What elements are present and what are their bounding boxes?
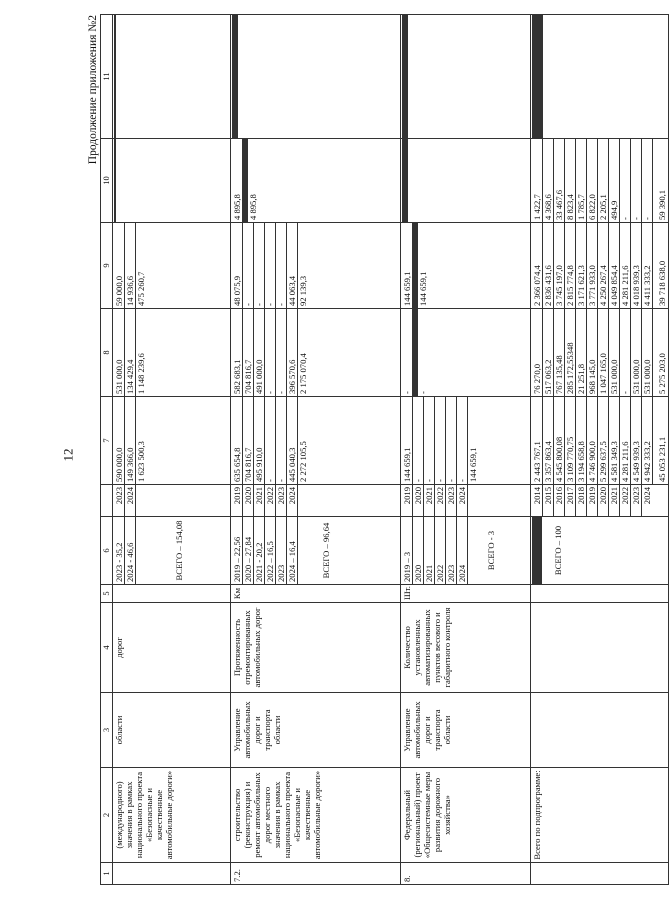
cell-executor: Управление автомобильных дорог и транспорта области	[401, 693, 531, 768]
cell-name: Федеральный (региональный) проект «Общесистемные меры развития дорожного хозяйства»	[401, 768, 531, 863]
cell-other-line	[115, 15, 116, 138]
cell-target-line: 2020 – 27,84	[242, 517, 253, 584]
cell-regional-line: 531 000,0	[114, 359, 124, 394]
cell-target-line: 2021	[423, 517, 434, 584]
cell-num	[531, 863, 669, 885]
cell-local-line	[407, 139, 408, 222]
column-number: 3	[101, 693, 113, 768]
cell-regional-line: 1 047 165,0	[597, 309, 608, 396]
rotated-table-page	[86, 15, 667, 885]
cell-years-line	[467, 485, 468, 516]
cell-num: 7.2.	[231, 863, 401, 885]
column-number: 2	[101, 768, 113, 863]
cell-years-line	[135, 485, 136, 516]
cell-other-line	[542, 15, 547, 138]
cell-local	[113, 139, 231, 223]
cell-other	[231, 15, 401, 139]
cell-regional-line: -	[417, 309, 428, 396]
cell-target-line: ВСЕГО - 3	[467, 517, 514, 584]
cell-years-line: 2021	[253, 485, 264, 516]
cell-regional-line: 76 270,0	[532, 363, 542, 394]
cell-target-line: 2024 - 46,6	[124, 517, 135, 584]
cell-regional-line: -	[402, 391, 412, 394]
cell-federal-line: 475 260,7	[135, 223, 146, 308]
cell-federal-line: 59 000,0	[114, 275, 124, 306]
cell-regional-line: -	[275, 309, 286, 396]
cell-target-line: ВСЕГО – 100	[541, 517, 574, 584]
cell-target-line: 2020	[412, 517, 423, 584]
cell-years-line: 2022	[434, 485, 445, 516]
cell-federal-line: 39 718 638,0	[652, 223, 667, 308]
cell-regional-line: 531 000,0	[630, 309, 641, 396]
cell-total	[401, 397, 531, 485]
cell-unit: Шт.	[401, 585, 531, 603]
cell-years-line: 2024	[456, 485, 467, 516]
cell-total	[531, 397, 669, 485]
cell-num: 8.	[401, 863, 531, 885]
cell-local-line: 494,9	[608, 139, 619, 222]
cell-other-line	[407, 15, 408, 138]
cell-local-line: 4 368,6	[542, 139, 553, 222]
column-number: 11	[101, 15, 113, 139]
cell-federal-line: 4 281 211,6	[619, 223, 630, 308]
cell-local-line: -	[641, 139, 652, 222]
cell-federal-line: 2 815 774,8	[564, 223, 575, 308]
cell-target-line: 2023	[275, 517, 286, 584]
cell-target	[113, 517, 231, 585]
cell-regional	[231, 309, 401, 397]
cell-total-line: 4 549 939,3	[630, 397, 641, 484]
cell-regional-line: 285 172,55348	[564, 309, 575, 396]
cell-regional-line: 2 175 070,4	[297, 309, 308, 396]
cell-total-line: 45 053 231,1	[652, 397, 667, 484]
cell-total-line: 2 443 767,1	[532, 441, 542, 482]
cell-regional-line: 531 000,0	[641, 309, 652, 396]
cell-total-line: -	[423, 397, 434, 484]
cell-regional-line: -	[619, 309, 630, 396]
cell-years-line: 2020	[242, 485, 253, 516]
cell-target-line: ВСЕГО – 154,08	[135, 517, 222, 584]
cell-indicator: дорог	[113, 603, 231, 693]
cell-years-line: 2024	[641, 485, 652, 516]
cell-target-line: 2022 – 16,5	[264, 517, 275, 584]
cell-total-line: 144 659,1	[402, 447, 412, 482]
cell-total-line: 2 272 105,5	[297, 397, 308, 484]
cell-local-line	[115, 139, 116, 222]
cell-federal	[531, 223, 669, 309]
cell-total-line: 635 654,8	[232, 447, 242, 482]
cell-executor: Управление автомобильных дорог и транспорта области	[231, 693, 401, 768]
cell-total-line: 4 746 900,0	[586, 397, 597, 484]
cell-years-line: 2019	[232, 487, 242, 505]
cell-federal-line: 144 659,1	[417, 223, 428, 308]
cell-regional	[531, 309, 669, 397]
cell-regional	[401, 309, 531, 397]
column-number: 4	[101, 603, 113, 693]
column-number: 10	[101, 139, 113, 223]
cell-years-line	[297, 485, 298, 516]
column-number: 9	[101, 223, 113, 309]
column-number	[101, 485, 113, 517]
cell-total-line: -	[434, 397, 445, 484]
cell-total-line: 704 816,7	[242, 397, 253, 484]
cell-total	[113, 397, 231, 485]
cell-years	[113, 485, 231, 517]
cell-years-line: 2021	[608, 485, 619, 516]
cell-indicator: Протяженность отремонтированных автомобильных дорог	[231, 603, 401, 693]
cell-local-line: 4 895,8	[232, 194, 242, 220]
cell-federal-line: 4 411 333,2	[641, 223, 652, 308]
cell-years-line: 2021	[423, 485, 434, 516]
table-row	[401, 15, 531, 885]
cell-years	[401, 485, 531, 517]
cell-total-line: 3 194 658,8	[575, 397, 586, 484]
cell-local-line: 59 390,1	[652, 139, 667, 222]
cell-total-line: 4 942 333,2	[641, 397, 652, 484]
cell-total-line: 5 299 637,5	[597, 397, 608, 484]
cell-years-line: 2024	[124, 485, 135, 516]
cell-total-line: -	[264, 397, 275, 484]
cell-regional	[113, 309, 231, 397]
cell-years-line: 2017	[564, 485, 575, 516]
cell-regional-line: 531 000,0	[608, 309, 619, 396]
cell-unit: Км	[231, 585, 401, 603]
cell-indicator	[531, 603, 669, 693]
cell-local	[401, 139, 531, 223]
cell-local	[531, 139, 669, 223]
cell-federal-line: 4 018 939,3	[630, 223, 641, 308]
cell-target	[231, 517, 401, 585]
cell-federal-line: 2 366 074,4	[532, 265, 542, 306]
cell-federal-line: 2 836 431,6	[542, 223, 553, 308]
cell-regional-line: 21 251,8	[575, 309, 586, 396]
cell-years-line: 2019	[586, 485, 597, 516]
cell-total-line: 149 366,0	[124, 397, 135, 484]
cell-other	[401, 15, 531, 139]
table-row	[231, 15, 401, 885]
table-row	[531, 15, 669, 885]
cell-target-line: 2019 – 3	[402, 551, 412, 582]
cell-total-line: -	[275, 397, 286, 484]
cell-total-line: 590 000,0	[114, 447, 124, 482]
cell-federal-line: 44 063,4	[286, 223, 297, 308]
column-number: 1	[101, 863, 113, 885]
cell-name: строительство (реконструкция) и ремонт автомобильных дорог местного значения в рамках национального проекта «Безопасные и качественные автомобильные дороги»	[231, 768, 401, 863]
cell-local-line: 4 895,8	[247, 139, 258, 222]
cell-federal-line: 3 171 621,3	[575, 223, 586, 308]
cell-federal-line: -	[275, 223, 286, 308]
table-row	[113, 15, 231, 885]
cell-total-line: 4 581 349,3	[608, 397, 619, 484]
cell-regional-line: 517 063,2	[542, 309, 553, 396]
page-number: 12	[60, 448, 76, 462]
cell-regional-line: 582 683,1	[232, 359, 242, 394]
cell-federal	[401, 223, 531, 309]
cell-local-line: 8 823,4	[564, 139, 575, 222]
program-table	[100, 14, 669, 885]
cell-years-line: 2019	[402, 487, 412, 505]
column-number-row	[101, 15, 113, 885]
cell-local-line: -	[630, 139, 641, 222]
cell-years-line: 2020	[412, 485, 423, 516]
cell-federal-line: 4 250 267,4	[597, 223, 608, 308]
cell-target	[401, 517, 531, 585]
cell-total-line: -	[445, 397, 456, 484]
cell-federal-line: 14 936,6	[124, 223, 135, 308]
cell-years-line: 2014	[532, 487, 542, 505]
cell-name: (международного) значения в рамках национального проекта «Безопасные и качественные автомобильные дороги»	[113, 768, 231, 863]
cell-total-line: -	[456, 397, 467, 484]
column-number: 5	[101, 585, 113, 603]
cell-years-line: 2023	[445, 485, 456, 516]
cell-total-line: 445 040,3	[286, 397, 297, 484]
cell-regional-line: 1 148 239,6	[135, 309, 146, 396]
cell-regional-line: 767 135,48	[553, 309, 564, 396]
cell-federal-line: 4 049 854,4	[608, 223, 619, 308]
cell-years-line: 2020	[597, 485, 608, 516]
cell-target-line: 2024	[456, 517, 467, 584]
cell-regional-line: 5 275 203,0	[652, 309, 667, 396]
cell-years-line: 2022	[619, 485, 630, 516]
cell-years	[531, 485, 669, 517]
cell-executor: области	[113, 693, 231, 768]
cell-other	[113, 15, 231, 139]
column-number: 8	[101, 309, 113, 397]
cell-total-line: 1 623 500,3	[135, 397, 146, 484]
cell-years-line: 2022	[264, 485, 275, 516]
cell-other-line	[237, 15, 238, 138]
cell-federal-line: -	[253, 223, 264, 308]
column-number: 7	[101, 397, 113, 485]
cell-federal	[113, 223, 231, 309]
cell-name: Всего по подпрограмме:	[531, 768, 669, 863]
cell-target-line: 2022	[434, 517, 445, 584]
cell-regional-line: 704 816,7	[242, 309, 253, 396]
cell-total-line: 3 109 770,75	[564, 397, 575, 484]
cell-unit	[531, 585, 669, 603]
cell-federal-line: 92 139,3	[297, 223, 308, 308]
cell-target-line: 2021 - 20,2	[253, 517, 264, 584]
cell-years-line: 2023	[114, 487, 124, 505]
cell-regional-line: 396 570,6	[286, 309, 297, 396]
cell-unit	[113, 585, 231, 603]
cell-regional-line: -	[264, 309, 275, 396]
cell-local-line: 1 785,7	[575, 139, 586, 222]
cell-local-line: 6 822,0	[586, 139, 597, 222]
cell-total	[231, 397, 401, 485]
cell-federal-line: 48 075,9	[232, 275, 242, 306]
cell-years-line: 2023	[630, 485, 641, 516]
cell-years-line: 2016	[553, 485, 564, 516]
cell-federal	[231, 223, 401, 309]
cell-local-line: 1 422,7	[532, 194, 542, 220]
cell-local-line: 2 205,1	[597, 139, 608, 222]
cell-federal-line: 3 745 197,0	[553, 223, 564, 308]
cell-regional-line: 491 000,0	[253, 309, 264, 396]
cell-target-line: 2019 – 22,56	[232, 536, 242, 582]
cell-total-line: 144 659,1	[467, 397, 478, 484]
column-number: 6	[101, 517, 113, 585]
cell-target	[531, 517, 669, 585]
cell-executor	[531, 693, 669, 768]
cell-num	[113, 863, 231, 885]
cell-local-line: -	[619, 139, 630, 222]
cell-regional-line: 968 145,0	[586, 309, 597, 396]
cell-other	[531, 15, 669, 139]
cell-years	[231, 485, 401, 517]
cell-years-line: 2023	[275, 485, 286, 516]
cell-total-line: 4 281 211,6	[619, 397, 630, 484]
cell-total-line: 4 545 800,08	[553, 397, 564, 484]
cell-regional-line: 134 429,4	[124, 309, 135, 396]
cell-years-line: 2018	[575, 485, 586, 516]
cell-federal-line: -	[264, 223, 275, 308]
cell-local	[231, 139, 401, 223]
cell-target-line: 2024 – 16,4	[286, 517, 297, 584]
cell-total-line: 3 357 863,4	[542, 397, 553, 484]
appendix-caption: Продолжение приложения №2	[87, 15, 99, 165]
cell-target-line: 2023	[445, 517, 456, 584]
cell-federal-line: -	[242, 223, 253, 308]
cell-total-line: 495 910,0	[253, 397, 264, 484]
cell-indicator: Количество установленных автоматизированных пунктов весового и габаритного контроля	[401, 603, 531, 693]
cell-target-line: 2023 - 35,2	[114, 542, 124, 582]
cell-years-line: 2015	[542, 485, 553, 516]
cell-years-line: 2024	[286, 485, 297, 516]
cell-local-line: 33 467,6	[553, 139, 564, 222]
cell-federal-line: 144 659,1	[402, 271, 412, 306]
cell-federal-line: 3 771 933,0	[586, 223, 597, 308]
cell-total-line: -	[412, 397, 423, 484]
cell-target-line: ВСЕГО – 96,64	[297, 517, 354, 584]
